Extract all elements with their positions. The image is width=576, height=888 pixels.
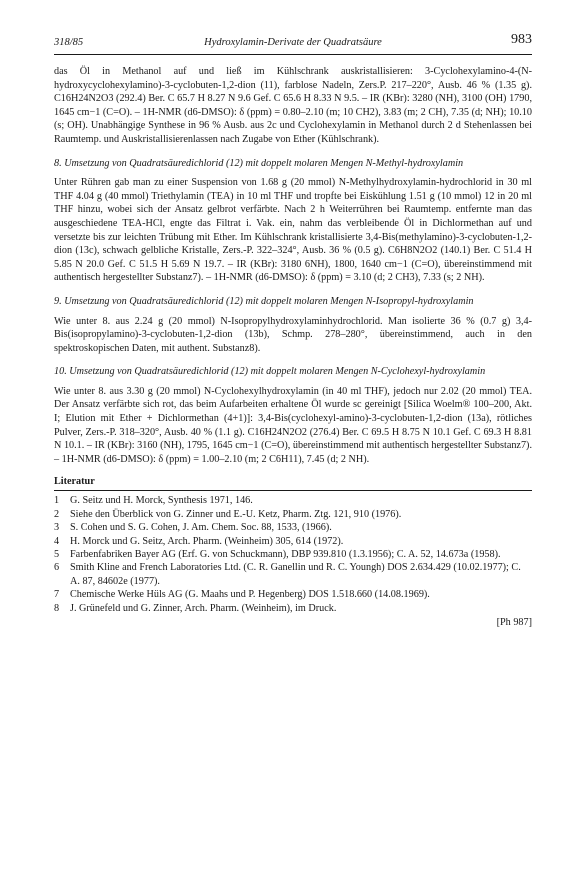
section-8-heading: 8. Umsetzung von Quadratsäuredichlorid (12) mit doppelt molaren Mengen N-Methyl-hydroxylamin (54, 157, 464, 169)
reference-number: 5 (54, 549, 60, 561)
section-10-heading: 10. Umsetzung von Quadratsäuredichlorid (12) mit doppelt molaren Mengen N-Cyclohexyl-hydroxylamin (54, 366, 486, 378)
reference-text: G. Seitz und H. Morck, Synthesis 1971, 146. (70, 495, 253, 507)
intro-paragraph: das Öl in Methanol auf und ließ im Kühlschrank auskristallisieren: 3-Cyclohexylamino-4-(N-hydroxycyclohexylamino)-3-cyclobuten-1,2-dion (11), farblose Nadeln, Zers.P. 217–220°, Ausb. 46 % (1.35 g). C16H24N2O3 (292.4) Ber. C 65.7 H 8.27 N 9.6 Gef. C 65.6 H 8.33 N 9.5. – IR (KBr): 3280 (NH), 3100 (OH) 1790, 1645 cm−1 (C=O). – 1H-NMR (d6-DMSO): δ (ppm) = 0.80–2.10 (m; 10 CH2), 3.83 (m; 2 CH), 7.35 (d; NH); 10.10 (s; OH). Unabhängige Synthese in 96 % Ausb. aus 2c und Cyclohexylamin in Methanol durch 2 d Stehenlassen bei Raumtemp. und Auskristallisierenlassen nach Zugabe von Ether (Kühlschrank). (54, 66, 532, 145)
literature-title: Literatur (54, 476, 95, 488)
reference-number: 4 (54, 535, 60, 547)
reference-text: H. Morck und G. Seitz, Arch. Pharm. (Weinheim) 305, 614 (1972). (70, 535, 344, 547)
reference-number: 8 (54, 602, 60, 614)
reference-text: S. Cohen und S. G. Cohen, J. Am. Chem. Soc. 88, 1533, (1966). (70, 522, 332, 534)
section-9-body: Wie unter 8. aus 2.24 g (20 mmol) N-Isopropylhydroxylaminhydrochlorid. Man isolierte 36 % (0.7 g) 3,4-Bis(isopropylamino)-3-cyclobuten-1,2-dion (13b), Schmp. 278–280°, übereinstimmend, auch in den spektroskopischen Daten, mit authent. Substanz8). (54, 315, 532, 354)
reference-item (54, 548, 532, 561)
section-9-heading: 9. Umsetzung von Quadratsäuredichlorid (12) mit doppelt molaren Mengen N-Isopropyl-hydroxylamin (54, 295, 474, 307)
section-9 (54, 295, 532, 355)
reference-item (54, 561, 532, 588)
reference-text: Smith Kline and French Laboratories Ltd. (C. R. Ganellin und R. C. Youngh) DOS 2.634.429 (10.02.1977); C. A. 87, 84602e (1977). (70, 562, 521, 587)
reference-list (54, 494, 532, 615)
reference-number: 1 (54, 495, 60, 507)
header-rule (54, 54, 532, 55)
reference-item (54, 535, 532, 548)
reference-text: Siehe den Überblick von G. Zinner und E.-U. Ketz, Pharm. Ztg. 121, 910 (1976). (70, 508, 402, 520)
section-8 (54, 157, 532, 285)
reference-item (54, 521, 532, 534)
reference-item (54, 602, 532, 615)
journal-code: 318/85 (54, 37, 84, 48)
literature-section (54, 476, 532, 628)
page-number: 983 (511, 32, 532, 47)
reference-number: 3 (54, 522, 60, 534)
reference-text: Farbenfabriken Bayer AG (Erf. G. von Schuckmann), DBP 939.810 (1.3.1956); C. A. 52, 14.673a (1958). (70, 549, 501, 561)
running-header (54, 30, 532, 52)
section-10 (54, 365, 532, 466)
reference-number: 7 (54, 589, 60, 601)
reference-text: Chemische Werke Hüls AG (G. Maahs und P. Hegenberg) DOS 1.518.660 (14.08.1969). (70, 589, 430, 601)
reference-item (54, 494, 532, 507)
reference-number: 2 (54, 508, 60, 520)
reference-item (54, 588, 532, 601)
journal-page (54, 30, 532, 628)
literature-rule (54, 490, 532, 491)
reference-item (54, 508, 532, 521)
reference-number: 6 (54, 562, 60, 574)
reference-text: J. Grünefeld und G. Zinner, Arch. Pharm. (Weinheim), im Druck. (70, 602, 337, 614)
section-10-body: Wie unter 8. aus 3.30 g (20 mmol) N-Cyclohexylhydroxylamin (in 40 ml THF), jedoch nur 2.02 (20 mmol) TEA. Der Ansatz verfärbte sich rot, das beim Aufarbeiten erhaltene Öl wurde sc gereinigt [Silica Woelm® 100–200, Akt. I; Elution mit Ether + Dichlormethan (4+1)]: 3,4-Bis(cyclohexyl-amino)-3-cyclobuten-1,2-dion (13a), rötliches Pulver, Zers.-P. 318–320°, Ausb. 40 % (1.1 g). C16H24N2O2 (276.4) Ber. C 69.5 H 8.75 N 10.1 Gef. C 69.3 H 8.81 N 10.1. – IR (KBr): 3160 (NH), 1795, 1645 cm−1 (C=O), übereinstimmend mit authentisch hergestellter Substanz7). – 1H-NMR (d6-DMSO): δ (ppm) = 1.00–2.10 (m; 2 C6H11), 7.45 (d; 2 NH). (54, 385, 532, 465)
intro-block (54, 65, 532, 147)
section-8-body: Unter Rühren gab man zu einer Suspension von 1.68 g (20 mmol) N-Methylhydroxylamin-hydrochlorid in 30 ml THF 4.04 g (40 mmol) Triethylamin (TEA) in 10 ml THF und tropfte bei Eiskühlung 1.51 g (10 mmol) 12 in 20 ml THF hinzu, wobei sich der Ansatz gelbrot verfärbte. Nach 2 h Weiterrühren bei Raumtemp. entfernte man das ausgeschiedene TEA-HCl, engte das Filtrat i. Vak. ein, nahm das verbleibende Öl in Dichlormethan auf und versetzte bis zur leichten Trübung mit Ether. Im Kühlschrank kristallisierte 3,4-Bis(methylamino)-3-cyclobuten-1,2-dion (13c), schwach gelbliche Kristalle, Zers.-P. 322–324°, Ausb. 36 % (0.5 g). C6H8N2O2 (140.1) Ber. C 51.4 H 5.85 N 20.0 Gef. C 51.5 H 5.69 N 19.7. – IR (KBr): 3180 6NH), 1800, 1640 cm−1 (C=O), übereinstimmend mit authentisch hergestellter Substanz7). – 1H-NMR (d6-DMSO): δ (ppm) = 3.10 (d; 2 CH3), 7.33 (s; 2 NH). (54, 177, 532, 284)
running-title: Hydroxylamin-Derivate der Quadratsäure (204, 37, 382, 48)
manuscript-code: [Ph 987] (496, 617, 532, 629)
